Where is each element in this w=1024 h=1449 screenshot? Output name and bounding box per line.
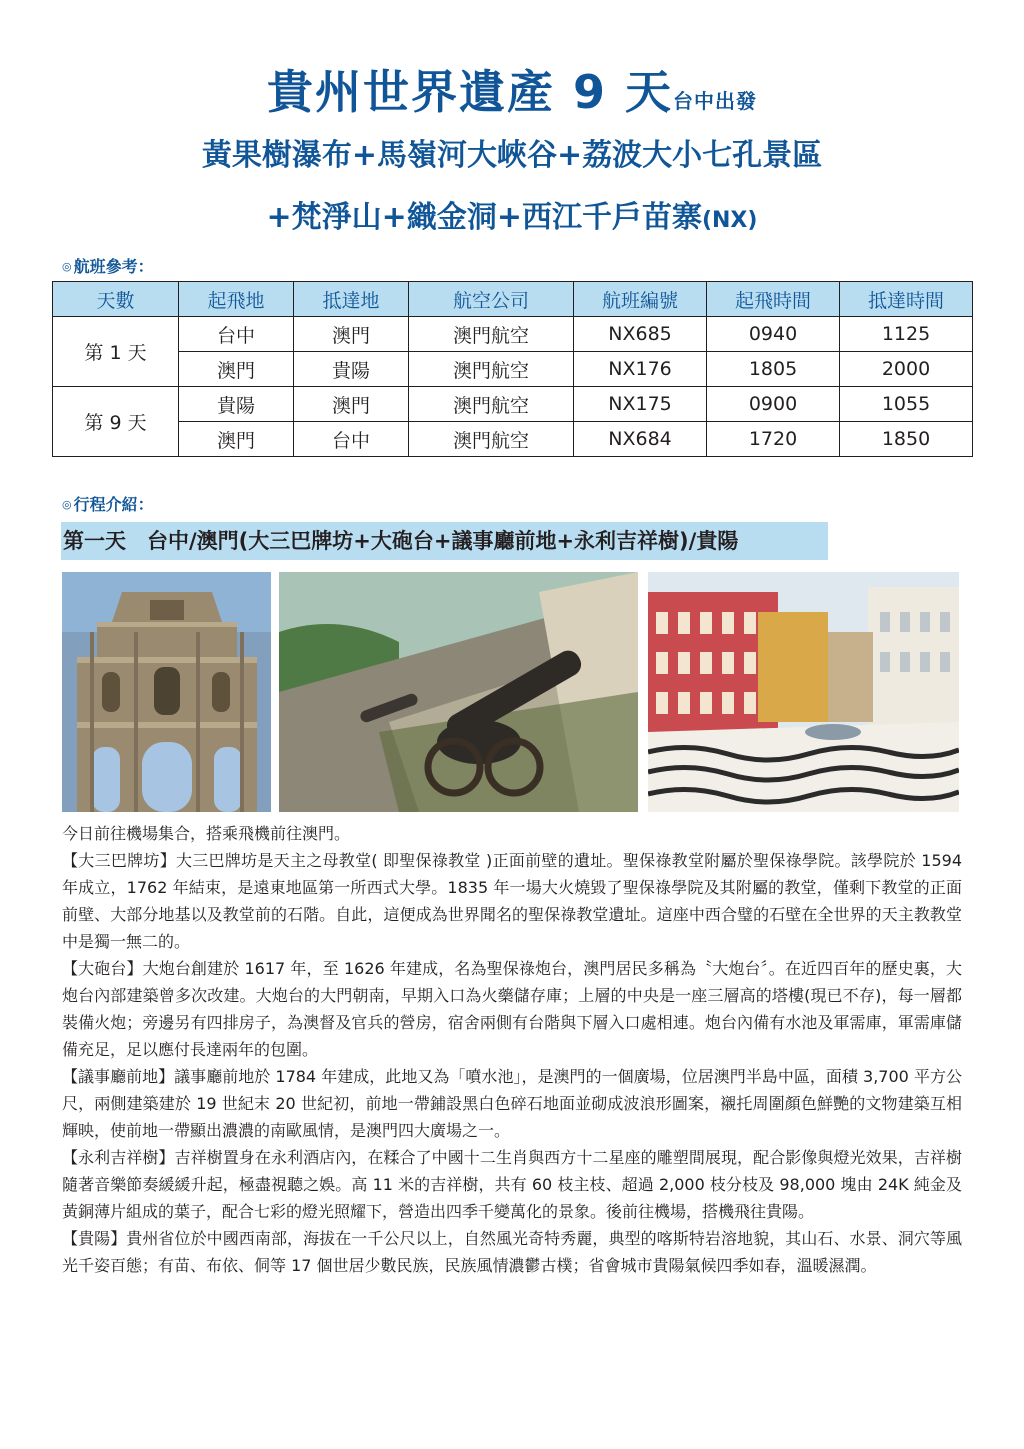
table-cell: 1850	[840, 422, 973, 457]
paragraph: 今日前往機場集合，搭乘飛機前往澳門。	[62, 824, 351, 843]
bullet-icon: ◎	[62, 260, 72, 273]
flight-table-header	[53, 282, 973, 317]
table-row	[53, 422, 973, 457]
table-cell: 澳門航空	[409, 352, 574, 387]
table-row	[53, 317, 973, 352]
table-cell: 2000	[840, 352, 973, 387]
table-cell: NX684	[574, 422, 707, 457]
day-cell: 第 9 天	[53, 387, 179, 457]
flight-table	[52, 281, 973, 457]
table-cell: 澳門航空	[409, 317, 574, 352]
day-1-title: 第一天 台中/澳門(大三巴牌坊+大砲台+議事廳前地+永利吉祥樹)/貴陽	[63, 529, 739, 553]
day-1-description	[62, 820, 962, 1279]
column-header: 天數	[53, 282, 179, 317]
table-cell: 澳門	[179, 352, 294, 387]
bullet-icon: ◎	[62, 498, 72, 511]
table-cell: 澳門航空	[409, 422, 574, 457]
subtitle-line-1: 黃果樹瀑布+馬嶺河大峽谷+荔波大小七孔景區	[201, 138, 823, 173]
table-cell: 貴陽	[179, 387, 294, 422]
ruins-of-st-paul-photo	[62, 572, 271, 812]
page-title	[0, 62, 1024, 131]
table-cell: 0900	[707, 387, 840, 422]
table-cell: 1125	[840, 317, 973, 352]
table-cell: 1720	[707, 422, 840, 457]
table-cell: 澳門航空	[409, 387, 574, 422]
table-cell: 0940	[707, 317, 840, 352]
flight-section-label-text: 航班參考：	[73, 257, 154, 276]
table-cell: 澳門	[294, 387, 409, 422]
table-cell: NX685	[574, 317, 707, 352]
column-header: 起飛地	[179, 282, 294, 317]
table-cell: 澳門	[294, 317, 409, 352]
day-cell: 第 1 天	[53, 317, 179, 387]
title-suffix: 台中出發	[673, 89, 758, 113]
itinerary-section-label-text: 行程介紹：	[73, 495, 154, 514]
table-cell: NX175	[574, 387, 707, 422]
table-row	[53, 352, 973, 387]
column-header: 抵達時間	[840, 282, 973, 317]
subtitle-line-2-text: +梵淨山+織金洞+西江千戶苗寨	[266, 200, 702, 235]
paragraph: 【大三巴牌坊】大三巴牌坊是天主之母教堂( 即聖保祿教堂 )正面前壁的遺址。聖保祿教堂附屬於聖保祿學院。該學院於 1594 年成立，1762 年結束，是遠東地區第一所西式大學。1835 年一場大火燒毀了聖保祿學院及其附屬的教堂，僅剩下教堂的正面前壁、大部分地基以及教堂前的石階。自此，這便成為世界聞名的聖保祿教堂遺址。這座中西合璧的石壁在全世界的天主教教堂中是獨一無二的。	[62, 851, 962, 951]
table-cell: 台中	[294, 422, 409, 457]
table-cell: 澳門	[179, 422, 294, 457]
flight-section-label	[62, 256, 154, 278]
column-header: 航空公司	[409, 282, 574, 317]
subtitle-line-2	[0, 198, 1024, 241]
table-row	[53, 387, 973, 422]
table-cell: NX176	[574, 352, 707, 387]
airline-code: (NX)	[701, 208, 758, 233]
itinerary-section-label	[62, 494, 154, 516]
column-header: 航班編號	[574, 282, 707, 317]
title-text: 貴州世界遺產 9 天	[266, 65, 674, 119]
table-cell: 台中	[179, 317, 294, 352]
day-1-title-bar	[61, 522, 828, 560]
table-cell: 1055	[840, 387, 973, 422]
column-header: 抵達地	[294, 282, 409, 317]
paragraph: 【永利吉祥樹】吉祥樹置身在永利酒店內，在糅合了中國十二生肖與西方十二星座的雕塑間展現，配合影像與燈光效果，吉祥樹隨著音樂節奏緩緩升起，極盡視聽之娛。高 11 米的吉祥樹，共有 60 枝主枝、超過 2,000 枝分枝及 98,000 塊由 24K 純金及黃銅薄片組成的葉子，配合七彩的燈光照耀下，營造出四季千變萬化的景象。後前往機場，搭機飛往貴陽。	[62, 1148, 962, 1221]
table-cell: 1805	[707, 352, 840, 387]
paragraph: 【議事廳前地】議事廳前地於 1784 年建成，此地又為「噴水池」，是澳門的一個廣場，位居澳門半島中區，面積 3,700 平方公尺，兩側建築建於 19 世紀末 20 世紀初，前地一帶鋪設黑白色碎石地面並砌成波浪形圖案，襯托周圍顏色鮮艷的文物建築互相輝映，使前地一帶顯出濃濃的南歐風情，是澳門四大廣場之一。	[62, 1067, 962, 1140]
senado-square-photo	[648, 572, 959, 812]
paragraph: 【大砲台】大炮台創建於 1617 年，至 1626 年建成，名為聖保祿炮台，澳門居民多稱為〝大炮台〞。在近四百年的歷史裏，大炮台內部建築曾多次改建。大炮台的大門朝南，早期入口為火藥儲存庫；上層的中央是一座三層高的塔樓(現已不存)，每一層都裝備火炮；旁邊另有四排房子，為澳督及官兵的營房，宿舍兩側有台階與下層入口處相連。炮台內備有水池及軍需庫，軍需庫儲備充足，足以應付長達兩年的包圍。	[62, 959, 962, 1059]
table-cell: 貴陽	[294, 352, 409, 387]
column-header: 起飛時間	[707, 282, 840, 317]
monte-fortress-cannon-photo	[279, 572, 638, 812]
paragraph: 【貴陽】貴州省位於中國西南部，海拔在一千公尺以上，自然風光奇特秀麗，典型的喀斯特岩溶地貌，其山石、水景、洞穴等風光千姿百態；有苗、布依、侗等 17 個世居少數民族，民族風情濃鬱古樸；省會城市貴陽氣候四季如春，溫暖濕潤。	[62, 1229, 962, 1275]
